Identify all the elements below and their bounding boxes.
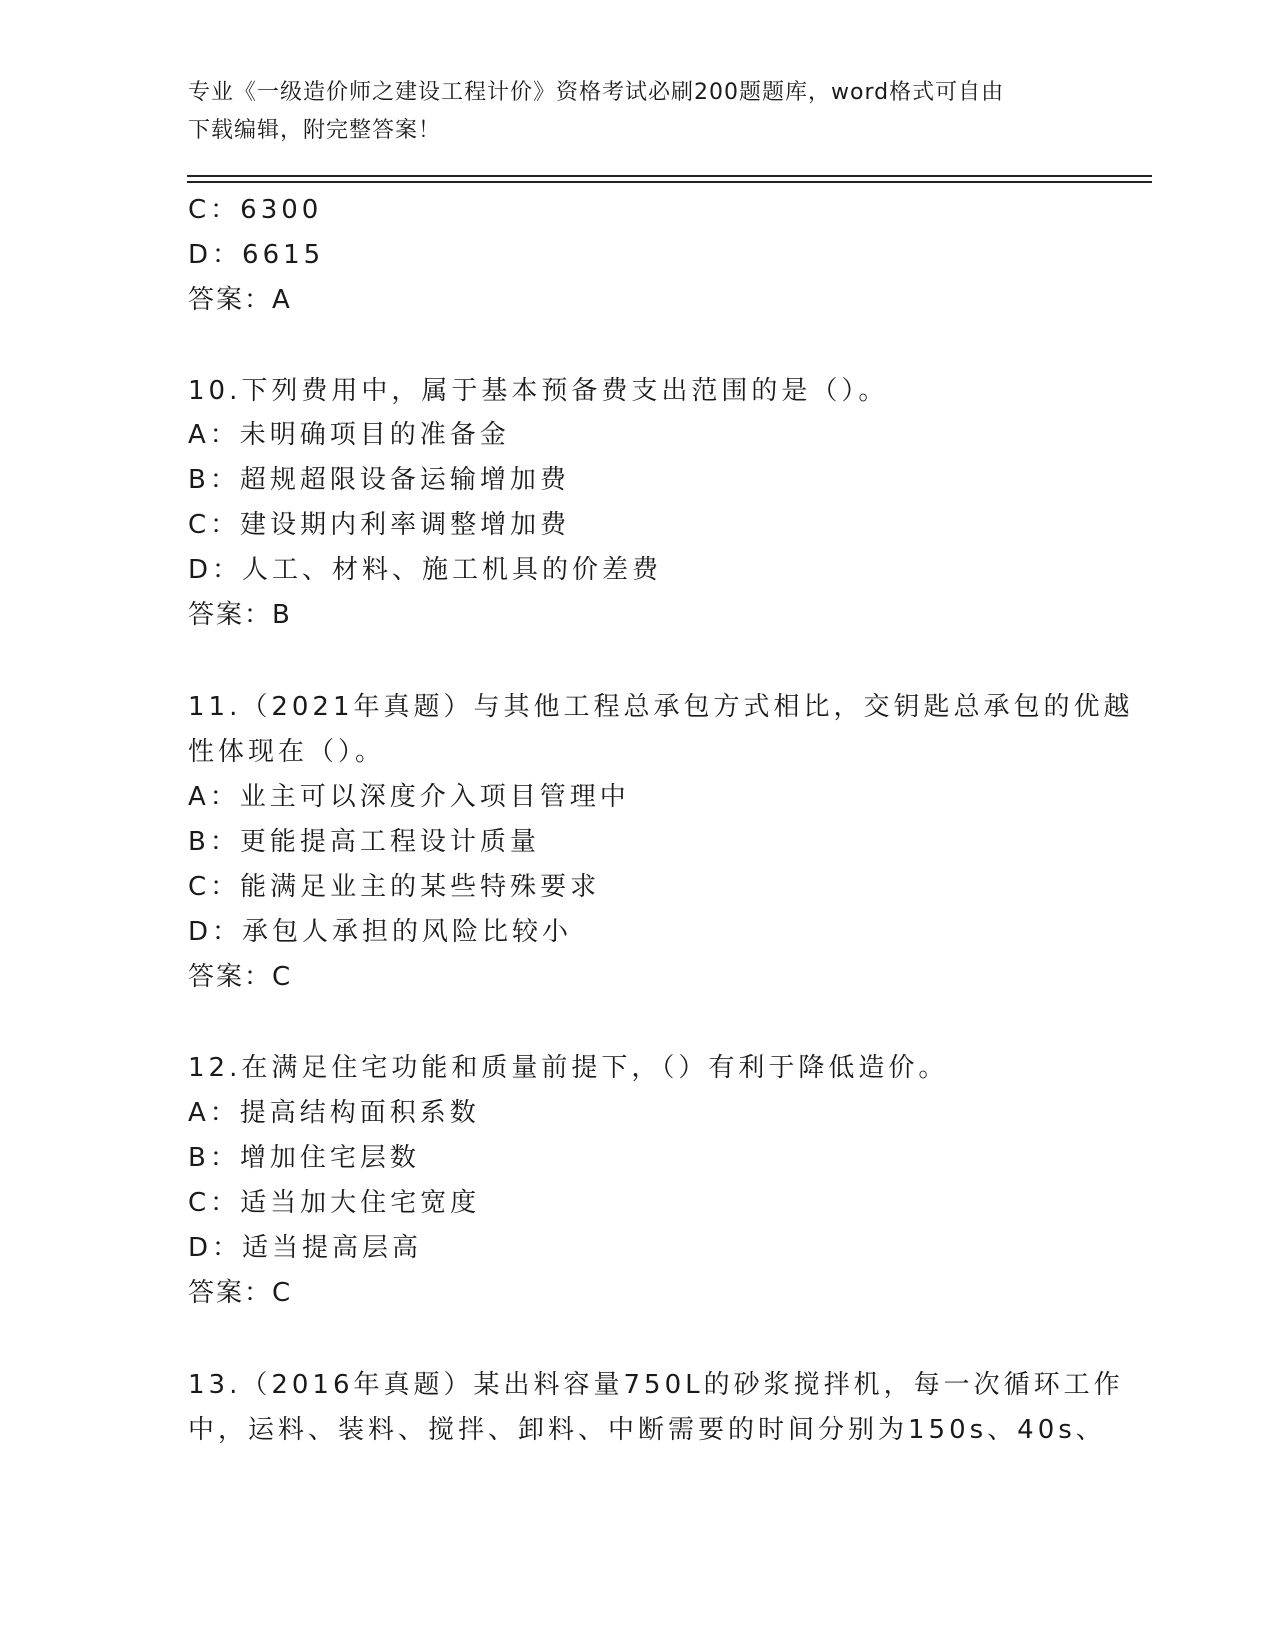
q10-stem: 10.下列费用中，属于基本预备费支出范围的是（）。 (188, 376, 889, 406)
q10-option-d: D：人工、材料、施工机具的价差费 (188, 555, 663, 585)
q11-option-a: A：业主可以深度介入项目管理中 (188, 782, 630, 812)
q13-stem-line-1: 13.（2016年真题）某出料容量750L的砂浆搅拌机，每一次循环工作 (188, 1370, 1124, 1400)
q10-answer: 答案：B (188, 600, 292, 630)
q11-option-b: B：更能提高工程设计质量 (188, 827, 540, 857)
q11-option-c: C：能满足业主的某些特殊要求 (188, 872, 601, 902)
q12-option-d: D：适当提高层高 (188, 1233, 423, 1263)
header-line-1: 专业《一级造价师之建设工程计价》资格考试必刷200题题库，word格式可自由 (188, 80, 1005, 105)
q10-option-c: C：建设期内利率调整增加费 (188, 510, 571, 540)
prev-option-c: C：6300 (188, 195, 323, 225)
q10-option-b: B：超规超限设备运输增加费 (188, 465, 570, 495)
header-divider-bottom (187, 181, 1152, 183)
q12-stem: 12.在满足住宅功能和质量前提下，（）有利于降低造价。 (188, 1053, 949, 1083)
q12-option-a: A：提高结构面积系数 (188, 1098, 480, 1128)
q11-stem-line-1: 11.（2021年真题）与其他工程总承包方式相比，交钥匙总承包的优越 (188, 692, 1134, 722)
prev-answer: 答案：A (188, 285, 292, 315)
q12-option-b: B：增加住宅层数 (188, 1143, 420, 1173)
q11-stem-line-2: 性体现在（）。 (188, 737, 386, 767)
q13-stem-line-2: 中，运料、装料、搅拌、卸料、中断需要的时间分别为150s、40s、 (188, 1415, 1106, 1445)
header-line-2: 下载编辑，附完整答案！ (188, 118, 442, 143)
prev-option-d: D：6615 (188, 240, 325, 270)
q10-option-a: A：未明确项目的准备金 (188, 420, 510, 450)
q11-option-d: D：承包人承担的风险比较小 (188, 917, 573, 947)
q12-option-c: C：适当加大住宅宽度 (188, 1188, 481, 1218)
document-header (188, 74, 1088, 150)
q12-answer: 答案：C (188, 1278, 293, 1308)
q11-answer: 答案：C (188, 962, 293, 992)
header-divider-top (187, 175, 1152, 177)
